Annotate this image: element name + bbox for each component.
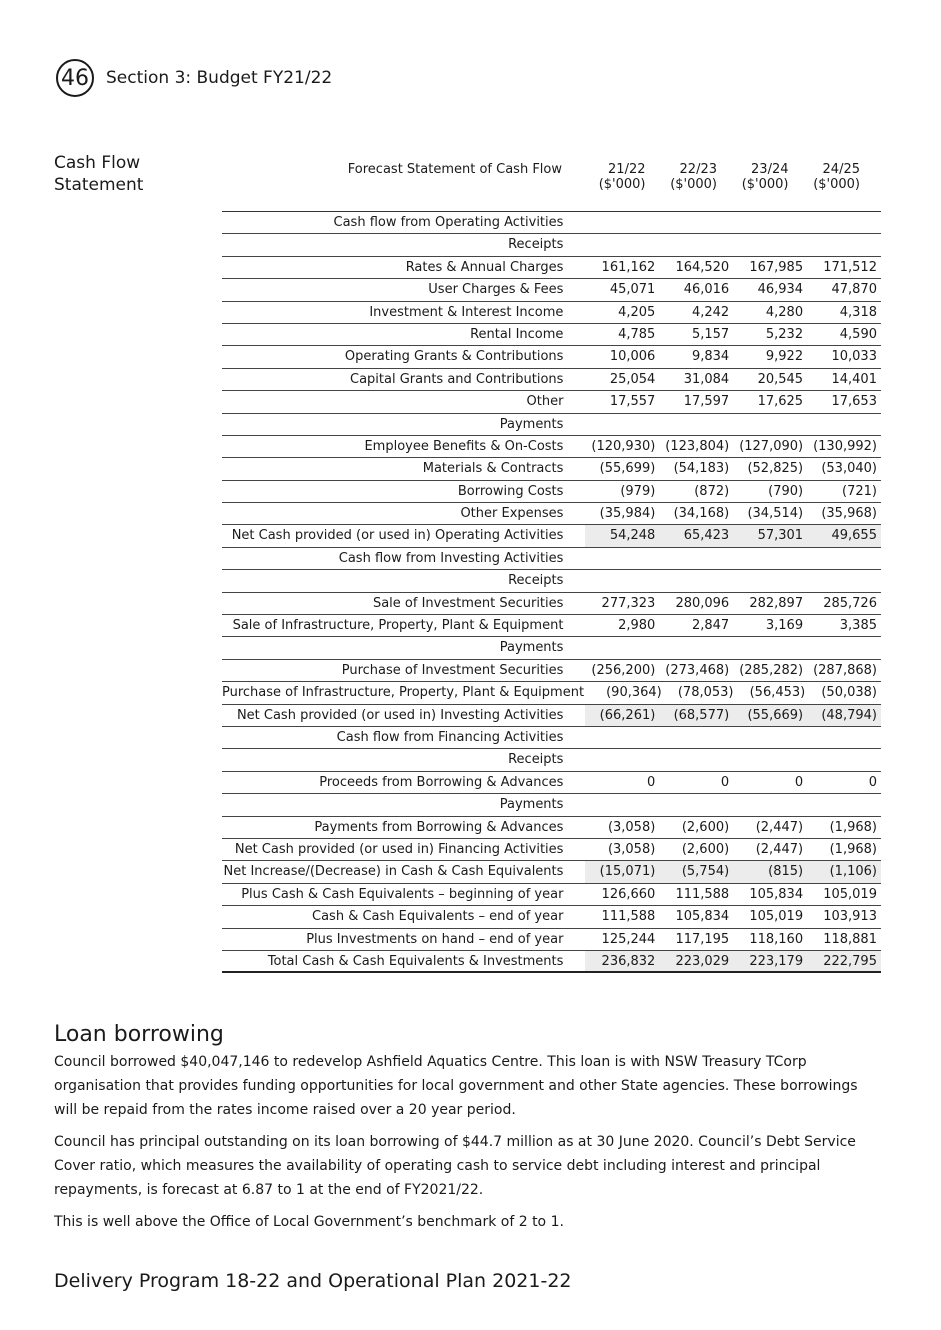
row-value: (54,183): [673, 461, 730, 477]
row-value: (90,364): [606, 685, 662, 701]
row-value: 5,157: [691, 326, 730, 342]
row-value: (815): [768, 864, 804, 880]
row-value: 111,588: [601, 909, 656, 925]
row-value: 282,897: [749, 595, 804, 611]
row-value: (52,825): [747, 461, 804, 477]
row-label: Purchase of Investment Securities: [341, 662, 564, 678]
row-value: (273,468): [665, 662, 730, 678]
row-label: Other Expenses: [460, 506, 564, 522]
row-value: [659, 234, 733, 255]
row-label: Total Cash & Cash Equivalents & Investments: [267, 953, 564, 969]
table-row: [222, 682, 881, 704]
row-value: (285,282): [739, 662, 804, 678]
column-unit: ($'000): [741, 177, 789, 192]
row-values: [585, 570, 881, 591]
table-row: [222, 257, 881, 279]
row-label: Net Cash provided (or used in) Investing Activities: [236, 707, 564, 723]
row-value: [807, 727, 881, 748]
column-header: [650, 158, 722, 211]
row-value: (2,447): [755, 819, 804, 835]
row-value: (34,168): [673, 506, 730, 522]
column-unit: ($'000): [670, 177, 717, 192]
row-value: 118,160: [749, 931, 804, 947]
row-value: [807, 637, 881, 658]
row-value: 164,520: [675, 259, 730, 275]
row-value: (68,577): [673, 707, 730, 723]
row-label: Investment & Interest Income: [369, 304, 564, 320]
row-value: [659, 727, 733, 748]
cash-flow-heading-line1: Cash Flow: [54, 153, 141, 173]
row-label: Receipts: [508, 237, 564, 253]
table-row: [222, 369, 881, 391]
row-values: [585, 817, 881, 838]
loan-paragraph: This is well above the Office of Local Government’s benchmark of 2 to 1.: [54, 1214, 564, 1230]
column-unit: ($'000): [813, 177, 860, 192]
table-section-heading: [222, 212, 881, 234]
row-value: (55,669): [747, 707, 804, 723]
row-values: [585, 593, 881, 614]
cash-flow-heading: [54, 152, 194, 196]
column-unit: ($'000): [598, 177, 646, 192]
row-value: 46,016: [683, 282, 730, 298]
row-value: 0: [868, 774, 877, 790]
row-value: (1,106): [829, 864, 877, 880]
row-value: 117,195: [675, 931, 730, 947]
row-label: Payments: [499, 797, 564, 813]
row-value: (66,261): [599, 707, 656, 723]
row-values: [585, 548, 881, 569]
row-value: 9,834: [691, 349, 730, 365]
table-row: [222, 481, 881, 503]
row-value: [733, 727, 807, 748]
row-value: 54,248: [609, 528, 656, 544]
row-value: [659, 212, 733, 233]
row-value: (55,699): [599, 461, 656, 477]
table-header: [222, 158, 881, 212]
row-label: Receipts: [508, 752, 564, 768]
row-label: Plus Investments on hand – end of year: [306, 931, 564, 947]
row-values: [585, 929, 881, 950]
row-value: 126,660: [601, 886, 656, 902]
row-value: (35,984): [599, 506, 656, 522]
row-label: Other: [526, 394, 564, 410]
row-value: 14,401: [831, 371, 877, 387]
row-label: Net Increase/(Decrease) in Cash & Cash Equivalents: [223, 864, 564, 880]
section-title: Section 3: Budget FY21/22: [106, 68, 333, 88]
row-value: 4,205: [618, 304, 656, 320]
row-value: 3,385: [839, 618, 877, 634]
table-section-heading: [222, 234, 881, 256]
row-label: Employee Benefits & On-Costs: [364, 438, 564, 454]
row-values: [585, 234, 881, 255]
row-value: 285,726: [823, 595, 877, 611]
row-value: [807, 234, 881, 255]
row-value: 125,244: [601, 931, 656, 947]
row-value: 118,881: [823, 931, 877, 947]
row-value: (287,868): [813, 662, 877, 678]
row-value: (5,754): [681, 864, 730, 880]
row-value: (2,600): [681, 841, 730, 857]
row-value: 167,985: [749, 259, 804, 275]
row-value: 223,029: [675, 953, 730, 969]
row-value: (48,794): [821, 707, 877, 723]
row-value: 31,084: [683, 371, 730, 387]
row-label: Cash flow from Financing Activities: [336, 729, 564, 745]
row-value: [733, 794, 807, 815]
row-values: [585, 727, 881, 748]
row-value: (2,600): [681, 819, 730, 835]
row-label: Net Cash provided (or used in) Financing Activities: [234, 841, 564, 857]
table-row: [222, 458, 881, 480]
loan-paragraph: Council borrowed $40,047,146 to redevelop Ashfield Aquatics Centre. This loan is with NSW Treasury TCorp organisation that provides funding opportunities for local government and other State agencies. These borrowings will be repaid from the rates income raised over a 20 year period.: [54, 1054, 858, 1118]
row-value: (1,968): [829, 841, 877, 857]
row-value: (130,992): [813, 438, 877, 454]
row-value: [733, 414, 807, 435]
row-value: [807, 749, 881, 770]
row-value: [733, 234, 807, 255]
row-value: 9,922: [765, 349, 804, 365]
loan-borrowing-section: [54, 1020, 884, 1242]
row-value: [733, 212, 807, 233]
row-value: (979): [620, 483, 656, 499]
row-values: [585, 705, 881, 726]
row-value: (78,053): [677, 685, 734, 701]
row-label: Capital Grants and Contributions: [350, 371, 564, 387]
row-value: (34,514): [747, 506, 804, 522]
row-values: [585, 906, 881, 927]
table-section-heading: [222, 548, 881, 570]
table-row: [222, 279, 881, 301]
row-value: [585, 570, 659, 591]
row-values: [585, 212, 881, 233]
row-values: [585, 615, 881, 636]
row-values: [585, 749, 881, 770]
table-row: [222, 436, 881, 458]
row-value: (123,804): [665, 438, 730, 454]
table-section-heading: [222, 570, 881, 592]
row-value: (53,040): [821, 461, 877, 477]
row-label: Net Cash provided (or used in) Operating Activities: [231, 528, 564, 544]
row-value: [585, 637, 659, 658]
row-value: 171,512: [823, 259, 877, 275]
row-values: [585, 503, 881, 524]
row-value: 105,834: [749, 886, 804, 902]
row-value: (120,930): [591, 438, 656, 454]
row-value: 105,834: [675, 909, 730, 925]
row-values: [585, 302, 881, 323]
row-value: [659, 548, 733, 569]
row-values: [585, 794, 881, 815]
row-value: (790): [768, 483, 804, 499]
table-section-heading: [222, 727, 881, 749]
row-value: [807, 212, 881, 233]
row-value: (3,058): [607, 841, 656, 857]
column-year: 22/23: [679, 162, 717, 177]
table-row: [222, 884, 881, 906]
row-values: [585, 951, 881, 971]
column-year: 24/25: [822, 162, 860, 177]
row-value: (256,200): [591, 662, 656, 678]
row-value: [585, 212, 659, 233]
row-label: Sale of Investment Securities: [372, 595, 564, 611]
loan-paragraph: Council has principal outstanding on its loan borrowing of $44.7 million as at 30 June 2020. Council’s Debt Service Cover ratio, which measures the availability of operating cash to service debt including interest and principal repayments, is forecast at 6.87 to 1 at the end of FY2021/22.: [54, 1134, 856, 1198]
row-value: [585, 414, 659, 435]
row-value: [659, 749, 733, 770]
page-header: [56, 57, 332, 99]
page-footer: Delivery Program 18-22 and Operational Plan 2021-22: [54, 1270, 572, 1292]
row-value: (1,968): [829, 819, 877, 835]
table-subtotal-row: [222, 861, 881, 883]
row-value: 10,033: [831, 349, 877, 365]
row-label: Materials & Contracts: [422, 461, 564, 477]
row-label: Rental Income: [470, 326, 564, 342]
row-value: (50,038): [821, 685, 877, 701]
row-value: [585, 794, 659, 815]
table-subtotal-row: [222, 705, 881, 727]
row-value: 103,913: [823, 909, 877, 925]
row-value: [585, 727, 659, 748]
row-value: [733, 749, 807, 770]
row-value: 105,019: [823, 886, 877, 902]
table-section-heading: [222, 414, 881, 436]
row-values: [585, 637, 881, 658]
row-label: Borrowing Costs: [457, 483, 564, 499]
row-value: [659, 637, 733, 658]
row-value: 17,557: [609, 394, 656, 410]
row-label: Plus Cash & Cash Equivalents – beginning of year: [241, 886, 564, 902]
row-value: (721): [842, 483, 877, 499]
table-section-heading: [222, 637, 881, 659]
row-value: 20,545: [757, 371, 804, 387]
row-value: 280,096: [675, 595, 730, 611]
table-row: [222, 302, 881, 324]
loan-heading: Loan borrowing: [54, 1022, 224, 1047]
row-value: 236,832: [601, 953, 656, 969]
table-row: [222, 593, 881, 615]
row-value: 17,625: [757, 394, 804, 410]
table-title: Forecast Statement of Cash Flow: [347, 162, 562, 177]
row-value: 25,054: [609, 371, 656, 387]
row-value: [585, 234, 659, 255]
row-value: (3,058): [607, 819, 656, 835]
row-value: [733, 570, 807, 591]
row-label: Purchase of Infrastructure, Property, Plant & Equipment: [222, 685, 585, 701]
row-value: 0: [647, 774, 656, 790]
cash-flow-table: [222, 158, 881, 973]
table-section-heading: [222, 749, 881, 771]
row-label: Payments: [499, 640, 564, 656]
row-label: Payments: [499, 416, 564, 432]
row-values: [585, 436, 881, 457]
column-header: [721, 158, 793, 211]
row-value: 49,655: [831, 528, 877, 544]
row-value: 0: [720, 774, 730, 790]
row-values: [585, 884, 881, 905]
row-value: (56,453): [749, 685, 806, 701]
row-label: Cash & Cash Equivalents – end of year: [312, 909, 564, 925]
row-value: [733, 548, 807, 569]
table-row: [222, 839, 881, 861]
page-number: 46: [56, 59, 94, 97]
row-value: 2,847: [691, 618, 730, 634]
table-row: [222, 324, 881, 346]
row-values: [585, 279, 881, 300]
row-value: 4,280: [765, 304, 804, 320]
row-value: 45,071: [609, 282, 656, 298]
row-values: [585, 525, 881, 546]
row-value: 277,323: [601, 595, 656, 611]
row-values: [585, 391, 881, 412]
column-header: [793, 158, 865, 211]
row-label: Cash flow from Operating Activities: [333, 215, 564, 230]
row-value: 161,162: [601, 259, 656, 275]
row-values: [585, 414, 881, 435]
row-value: (35,968): [821, 506, 877, 522]
row-label: Operating Grants & Contributions: [344, 349, 564, 365]
row-value: [659, 414, 733, 435]
table-row: [222, 906, 881, 928]
row-label: User Charges & Fees: [428, 282, 564, 298]
table-row: [222, 346, 881, 368]
row-value: 0: [794, 774, 804, 790]
row-value: 17,653: [831, 394, 877, 410]
row-values: [585, 257, 881, 278]
row-label: Rates & Annual Charges: [405, 259, 564, 275]
table-subtotal-row: [222, 525, 881, 547]
row-value: [807, 570, 881, 591]
row-values: [585, 369, 881, 390]
row-value: 222,795: [823, 953, 877, 969]
column-header: [578, 158, 650, 211]
row-value: [659, 794, 733, 815]
row-values: [585, 346, 881, 367]
row-value: 46,934: [757, 282, 804, 298]
row-values: [585, 481, 881, 502]
table-row: [222, 929, 881, 951]
row-value: [585, 749, 659, 770]
table-section-heading: [222, 794, 881, 816]
row-value: [807, 548, 881, 569]
row-value: (872): [694, 483, 730, 499]
row-value: (2,447): [755, 841, 804, 857]
table-subtotal-row: [222, 951, 881, 973]
column-year: 23/24: [751, 162, 789, 177]
row-value: [733, 637, 807, 658]
row-value: 105,019: [749, 909, 804, 925]
row-values: [585, 458, 881, 479]
row-value: (127,090): [739, 438, 804, 454]
row-value: 111,588: [675, 886, 730, 902]
table-row: [222, 772, 881, 794]
row-value: [807, 794, 881, 815]
row-value: 65,423: [683, 528, 730, 544]
table-row: [222, 615, 881, 637]
row-value: 4,785: [618, 326, 656, 342]
row-label: Payments from Borrowing & Advances: [314, 819, 564, 835]
row-label: Receipts: [508, 573, 564, 589]
row-values: [585, 772, 881, 793]
table-body: [222, 212, 881, 973]
row-value: (15,071): [599, 864, 656, 880]
column-year: 21/22: [608, 162, 646, 177]
row-value: [659, 570, 733, 591]
row-label: Cash flow from Investing Activities: [338, 550, 564, 566]
row-value: 4,318: [839, 304, 877, 320]
table-row: [222, 817, 881, 839]
row-values: [585, 324, 881, 345]
row-values: [585, 660, 881, 681]
row-values: [585, 861, 881, 882]
row-label: Proceeds from Borrowing & Advances: [319, 774, 564, 790]
row-value: 4,590: [839, 326, 877, 342]
cash-flow-heading-line2: Statement: [54, 175, 144, 195]
row-label: Sale of Infrastructure, Property, Plant & Equipment: [232, 618, 564, 634]
row-values: [585, 839, 881, 860]
row-value: 47,870: [831, 282, 877, 298]
row-value: 57,301: [757, 528, 804, 544]
row-value: 5,232: [765, 326, 804, 342]
row-value: 17,597: [683, 394, 730, 410]
row-value: 10,006: [609, 349, 656, 365]
row-value: [807, 414, 881, 435]
row-value: 223,179: [749, 953, 804, 969]
row-value: [585, 548, 659, 569]
row-values: [594, 682, 881, 703]
table-row: [222, 503, 881, 525]
table-row: [222, 391, 881, 413]
table-row: [222, 660, 881, 682]
row-value: 2,980: [618, 618, 656, 634]
row-value: 4,242: [691, 304, 730, 320]
row-value: 3,169: [765, 618, 804, 634]
